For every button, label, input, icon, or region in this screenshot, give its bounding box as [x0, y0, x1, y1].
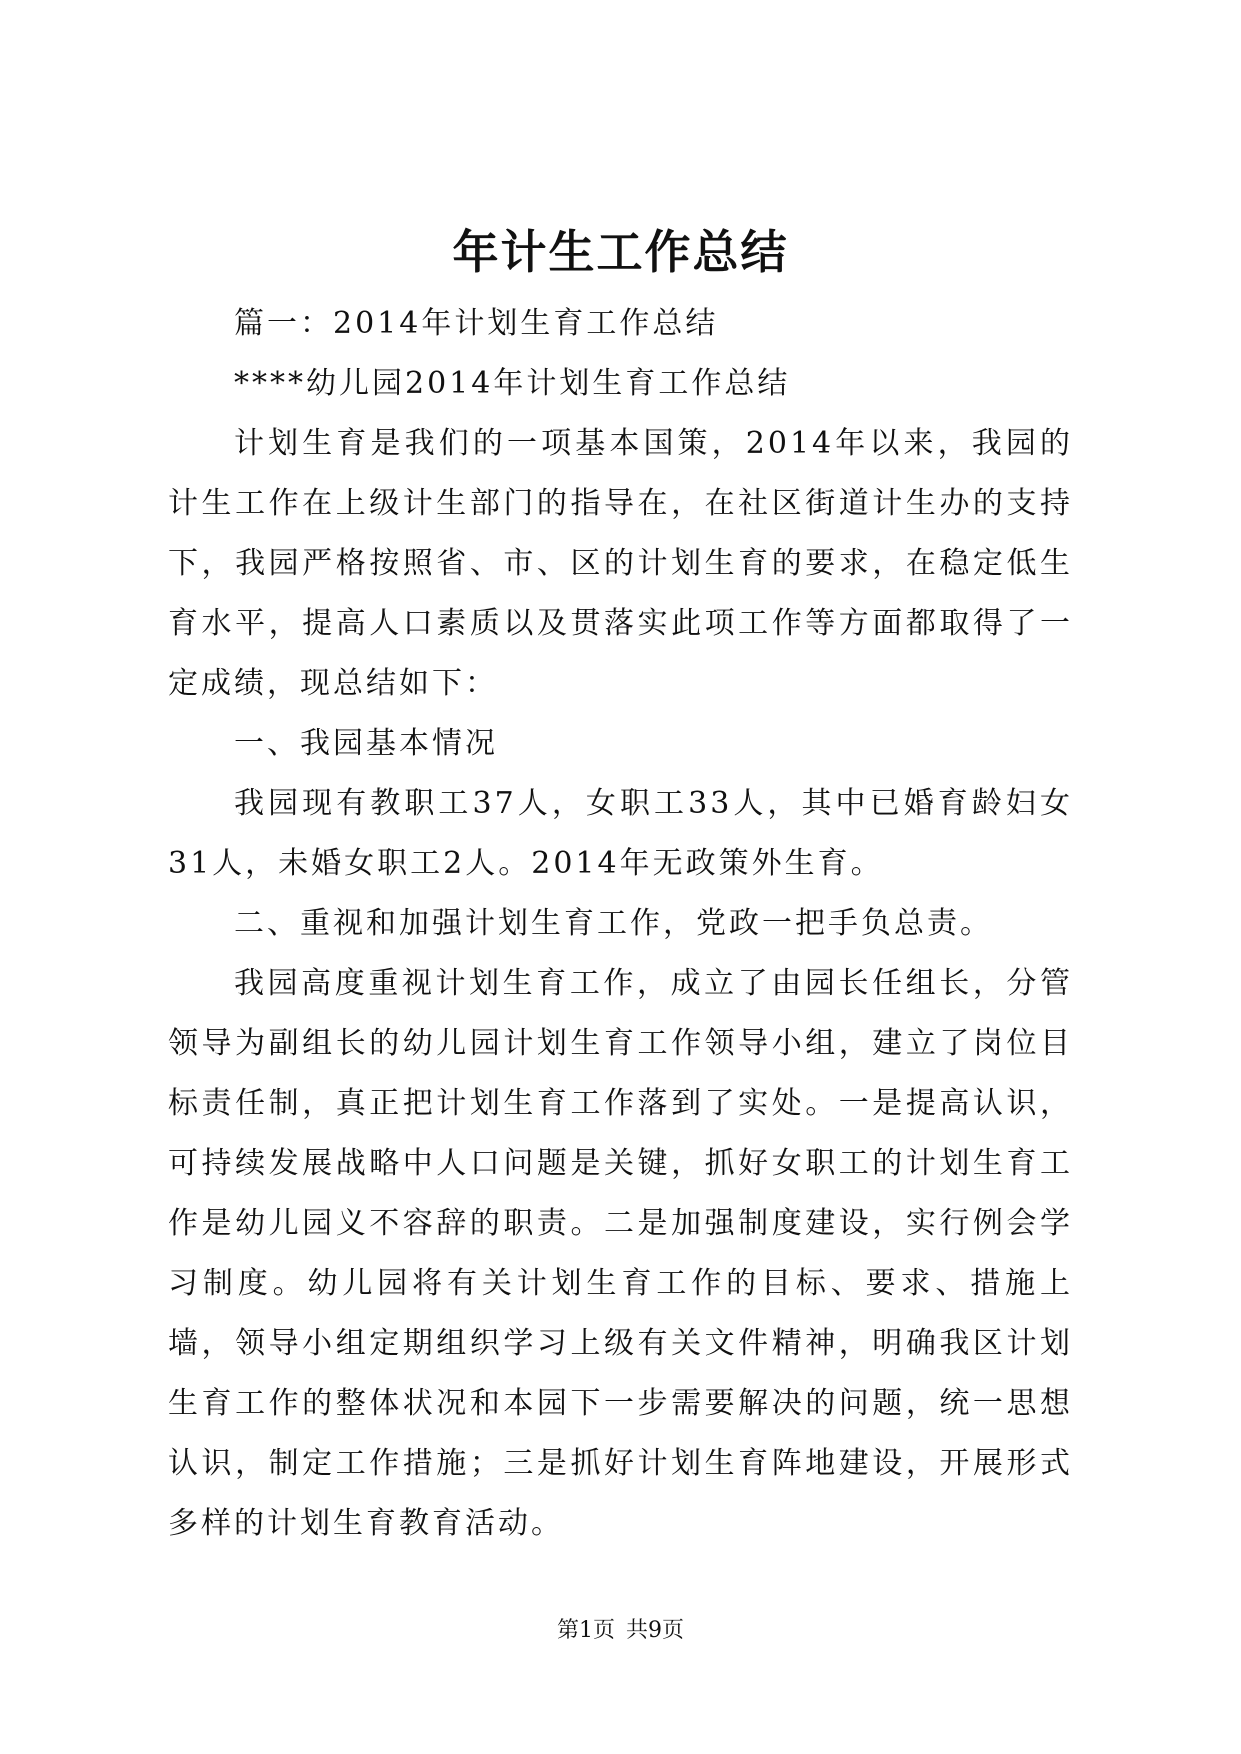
- paragraph-section-heading: 篇一：2014年计划生育工作总结: [234, 306, 719, 341]
- paragraph-leadership: 我园高度重视计划生育工作，成立了由园长任组长，分管领导为副组长的幼儿园计划生育工作领导小组，建立了岗位目标责任制，真正把计划生育工作落到了实处。一是提高认识，可持续发展战略中人口问题是关键，抓好女职工的计划生育工作是幼儿园义不容辞的职责。二是加强制度建设，实行例会学习制度。幼儿园将有关计划生育工作的目标、要求、措施上墙，领导小组定期组织学习上级有关文件精神，明确我区计划生育工作的整体状况和本园下一步需要解决的问题，统一思想认识，制定工作措施；三是抓好计划生育阵地建设，开展形式多样的计划生育教育活动。: [168, 966, 1073, 1541]
- paragraph-subtitle: ****幼儿园2014年计划生育工作总结: [234, 366, 791, 401]
- page-total: 共9页: [626, 1618, 684, 1643]
- paragraph-heading-2: 二、重视和加强计划生育工作，党政一把手负总责。: [234, 906, 993, 941]
- paragraph-intro: 计划生育是我们的一项基本国策，2014年以来，我园的计生工作在上级计生部门的指导在，在社区街道计生办的支持下，我园严格按照省、市、区的计划生育的要求，在稳定低生育水平，提高人口素质以及贯落实此项工作等方面都取得了一定成绩，现总结如下：: [168, 426, 1073, 701]
- page-footer: [0, 1616, 1241, 1646]
- document-title: 年计生工作总结: [452, 225, 789, 279]
- document-body: [168, 294, 1073, 1554]
- page-number: 第1页: [557, 1618, 615, 1643]
- paragraph-heading-1: 一、我园基本情况: [234, 726, 498, 761]
- paragraph-staff-stats: 我园现有教职工37人，女职工33人，其中已婚育龄妇女31人，未婚女职工2人。2014年无政策外生育。: [168, 786, 1073, 881]
